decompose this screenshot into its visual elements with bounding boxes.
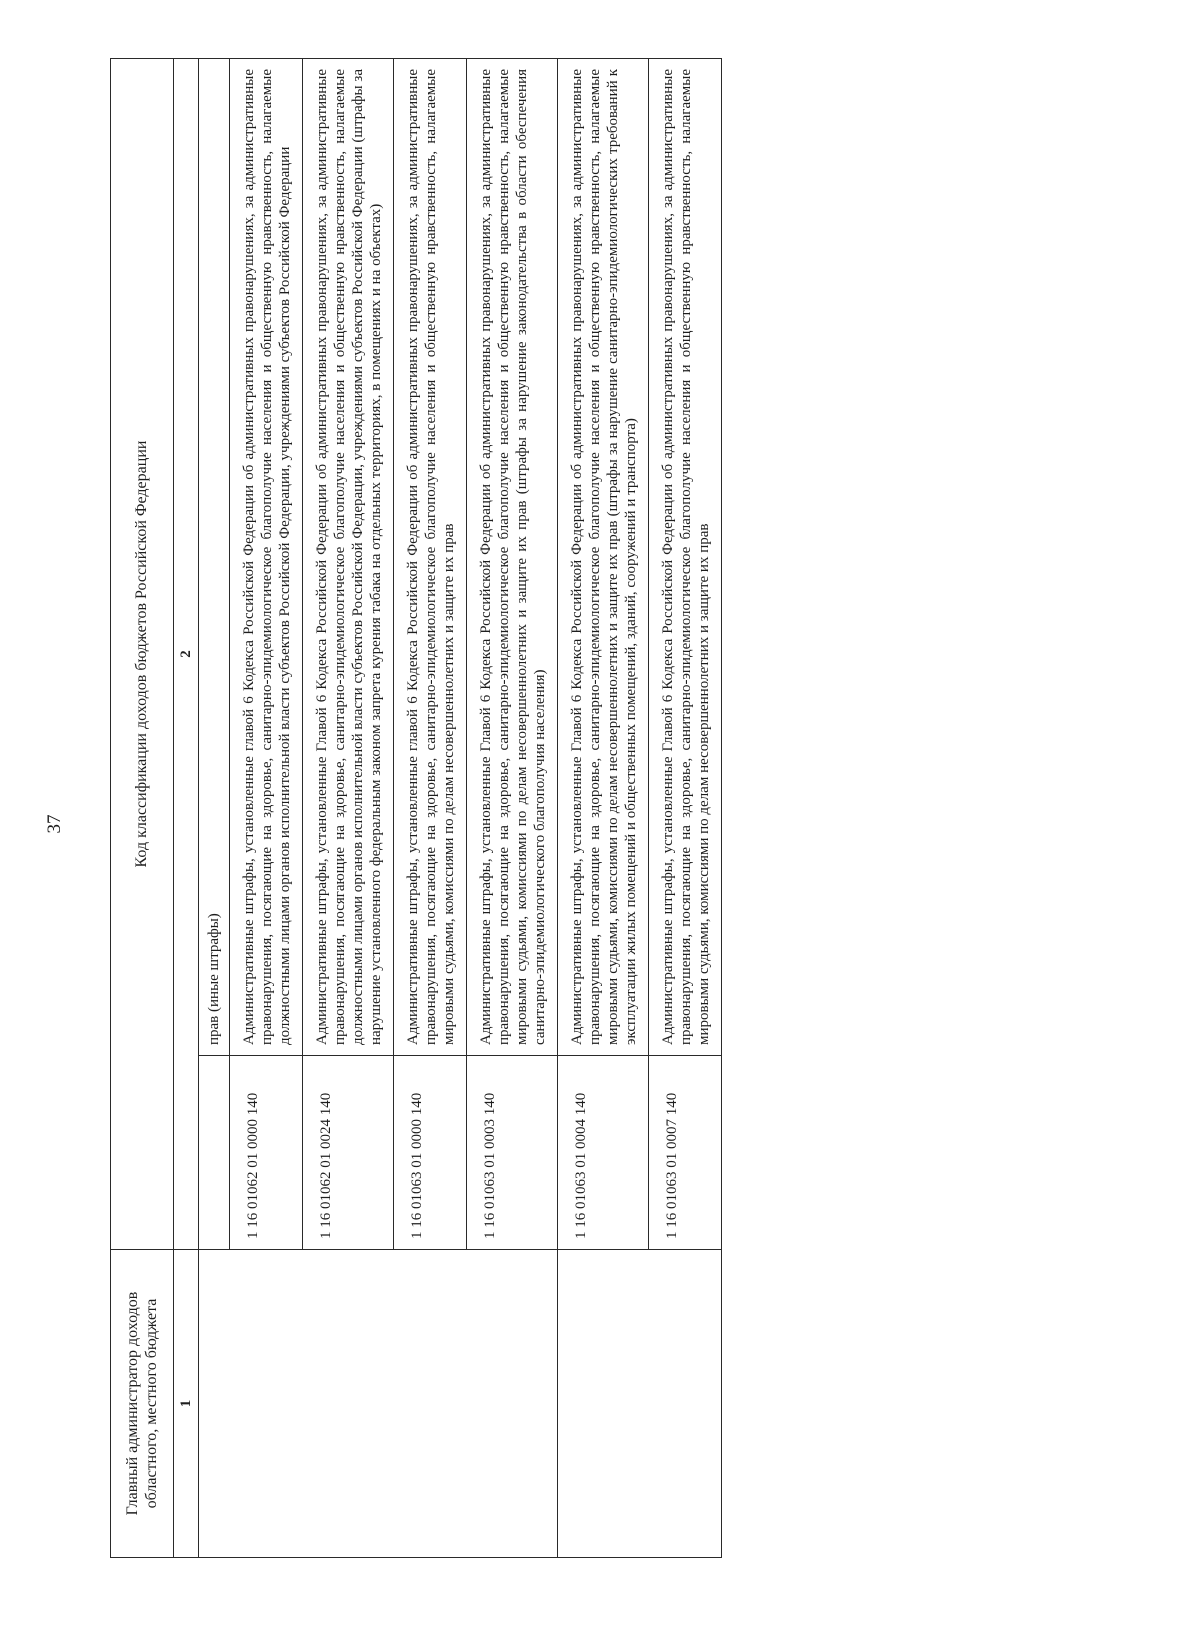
text-cell [199, 59, 230, 1056]
row-text: Административные штрафы, установленные Главой 6 Кодекса Российской Федерации об административных правонарушениях, за административные правонарушения, посягающие на здоровье, санитарно-эпидемиологическое благополучие населения и общественную нравственность, налагаемые должностными лицами органов исполнительной власти субъектов Российской Федерации, учреждениями субъектов Российской Федерации (штрафы за нарушение установленного федеральным законом запрета курения табака на отдельных территориях, в помещениях и на объектах) [314, 69, 384, 1045]
index-col-2: 2 [174, 59, 199, 1250]
row-code: 1 16 01063 01 0007 140 [664, 1092, 680, 1239]
admin-cell-2 [558, 1250, 722, 1558]
code-cell [303, 1056, 394, 1250]
page-number: 37 [44, 814, 65, 834]
row-text: Административные штрафы, установленные Главой 6 Кодекса Российской Федерации об административных правонарушениях, за административные правонарушения, посягающие на здоровье, санитарно-эпидемиологическое благополучие населения и общественную нравственность, налагаемые мировыми судьями, комиссиями по делам несовершеннолетних и защите их прав (штрафы за нарушение санитарно-эпидемиологических требований к эксплуатации жилых помещений и общественных помещений, зданий, сооружений и транспорта) [569, 69, 639, 1045]
row-code: 1 16 01063 01 0003 140 [482, 1092, 498, 1239]
text-cell [303, 59, 394, 1056]
row-text: Административные штрафы, установленные главой 6 Кодекса Российской Федерации об административных правонарушениях, за административные правонарушения, посягающие на здоровье, санитарно-эпидемиологическое благополучие населения и общественную нравственность, налагаемые должностными лицами органов исполнительной власти субъектов Российской Федерации, учреждениями субъектов Российской Федерации [241, 69, 293, 1045]
text-cell [467, 59, 558, 1056]
row-text: Административные штрафы, установленные главой 6 Кодекса Российской Федерации об административных правонарушениях, за административные правонарушения, посягающие на здоровье, санитарно-эпидемиологическое благополучие населения и общественную нравственность, налагаемые мировыми судьями, комиссиями по делам несовершеннолетних и защите их прав [405, 69, 457, 1045]
row-code: 1 16 01062 01 0000 140 [245, 1092, 261, 1239]
table-index-row [174, 59, 199, 1558]
table-row-continuation [199, 59, 230, 1558]
text-cell [558, 59, 649, 1056]
header-code: Код классификации доходов бюджетов Российской Федерации [111, 59, 174, 1250]
row-code: 1 16 01062 01 0024 140 [318, 1092, 334, 1239]
text-cell [230, 59, 303, 1056]
row-text: Административные штрафы, установленные Главой 6 Кодекса Российской Федерации об административных правонарушениях, за административные правонарушения, посягающие на здоровье, санитарно-эпидемиологическое благополучие населения и общественную нравственность, налагаемые мировыми судьями, комиссиями по делам несовершеннолетних и защите их прав (штрафы за нарушение законодательства в области обеспечения санитарно-эпидемиологического благополучия населения) [478, 69, 548, 1045]
code-cell [649, 1056, 722, 1250]
admin-cell-1 [199, 1250, 558, 1558]
code-cell [558, 1056, 649, 1250]
code-cell [230, 1056, 303, 1250]
table-row [558, 59, 649, 1558]
text-cell [394, 59, 467, 1056]
code-cell-empty [199, 1056, 230, 1250]
row-text: Административные штрафы, установленные Главой 6 Кодекса Российской Федерации об административных правонарушениях, за административные правонарушения, посягающие на здоровье, санитарно-эпидемиологическое благополучие населения и общественную нравственность, налагаемые мировыми судьями, комиссиями по делам несовершеннолетних и защите их прав [660, 69, 712, 1045]
row-code: 1 16 01063 01 0004 140 [573, 1092, 589, 1239]
table-header-row [111, 59, 174, 1558]
header-admin: Главный администратор доходов областного, местного бюджета [111, 1250, 174, 1558]
code-cell [467, 1056, 558, 1250]
row-code: 1 16 01063 01 0000 140 [409, 1092, 425, 1239]
continuation-text: прав (иные штрафы) [206, 913, 222, 1045]
income-classification-table [110, 58, 722, 1558]
index-col-1: 1 [174, 1250, 199, 1558]
text-cell [649, 59, 722, 1056]
code-cell [394, 1056, 467, 1250]
